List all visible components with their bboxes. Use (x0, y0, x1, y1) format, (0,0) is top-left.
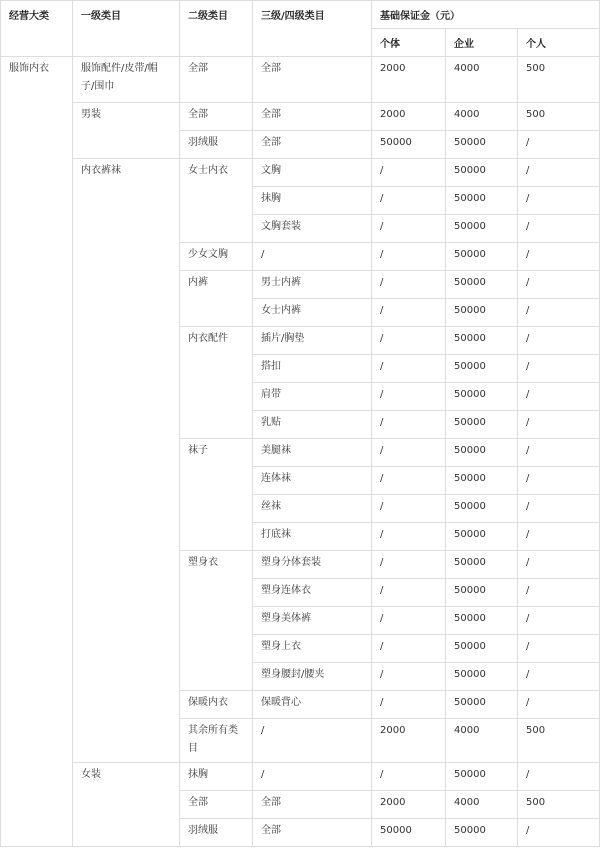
deposit-enterprise-cell: 4000 (446, 103, 518, 131)
level2-cell: 全部 (180, 791, 253, 819)
deposit-individual-business-cell: 2000 (372, 57, 446, 103)
level2-cell: 内裤 (180, 271, 253, 327)
level3-cell: 塑身连体衣 (253, 579, 372, 607)
level3-cell: 连体袜 (253, 467, 372, 495)
level3-cell: 文胸 (253, 159, 372, 187)
deposit-enterprise-cell: 50000 (446, 439, 518, 467)
deposit-enterprise-cell: 50000 (446, 663, 518, 691)
level2-cell: 羽绒服 (180, 819, 253, 847)
level3-cell: 塑身分体套装 (253, 551, 372, 579)
level3-cell: 丝袜 (253, 495, 372, 523)
level3-cell: 塑身上衣 (253, 635, 372, 663)
level3-cell: 保暖背心 (253, 691, 372, 719)
deposit-individual-business-cell: / (372, 691, 446, 719)
deposit-enterprise-cell: 50000 (446, 327, 518, 355)
level3-cell: 全部 (253, 819, 372, 847)
deposit-enterprise-cell: 50000 (446, 607, 518, 635)
header-base-deposit: 基础保证金（元） (372, 1, 600, 29)
level3-cell: / (253, 763, 372, 791)
deposit-enterprise-cell: 4000 (446, 791, 518, 819)
deposit-enterprise-cell: 50000 (446, 635, 518, 663)
deposit-individual-cell: / (518, 467, 600, 495)
deposit-individual-cell: / (518, 439, 600, 467)
deposit-enterprise-cell: 50000 (446, 467, 518, 495)
deposit-individual-business-cell: / (372, 215, 446, 243)
deposit-individual-business-cell: 2000 (372, 791, 446, 819)
deposit-individual-business-cell: / (372, 635, 446, 663)
deposit-individual-cell: 500 (518, 57, 600, 103)
deposit-individual-business-cell: / (372, 579, 446, 607)
level3-cell: 文胸套装 (253, 215, 372, 243)
deposit-individual-business-cell: / (372, 187, 446, 215)
level2-cell: 全部 (180, 57, 253, 103)
major-category-cell: 服饰内衣 (1, 57, 73, 847)
deposit-enterprise-cell: 50000 (446, 159, 518, 187)
deposit-individual-business-cell: / (372, 411, 446, 439)
deposit-individual-cell: / (518, 159, 600, 187)
deposit-individual-cell: / (518, 691, 600, 719)
level1-cell: 女装 (73, 763, 180, 847)
deposit-individual-business-cell: / (372, 523, 446, 551)
deposit-individual-cell: / (518, 495, 600, 523)
deposit-enterprise-cell: 50000 (446, 819, 518, 847)
deposit-individual-business-cell: / (372, 327, 446, 355)
deposit-individual-cell: / (518, 187, 600, 215)
deposit-individual-cell: / (518, 607, 600, 635)
deposit-enterprise-cell: 50000 (446, 691, 518, 719)
level3-cell: 肩带 (253, 383, 372, 411)
deposit-individual-cell: / (518, 299, 600, 327)
deposit-individual-business-cell: / (372, 383, 446, 411)
deposit-individual-cell: 500 (518, 791, 600, 819)
level1-cell: 内衣裤袜 (73, 159, 180, 763)
level2-cell: 少女文胸 (180, 243, 253, 271)
deposit-individual-cell: / (518, 215, 600, 243)
deposit-individual-business-cell: / (372, 299, 446, 327)
level3-cell: 搭扣 (253, 355, 372, 383)
deposit-individual-cell: / (518, 355, 600, 383)
header-level2-category: 二级类目 (180, 1, 253, 57)
deposit-enterprise-cell: 4000 (446, 57, 518, 103)
level2-cell: 抹胸 (180, 763, 253, 791)
deposit-enterprise-cell: 50000 (446, 187, 518, 215)
deposit-individual-business-cell: / (372, 243, 446, 271)
header-individual: 个人 (518, 29, 600, 57)
header-enterprise: 企业 (446, 29, 518, 57)
deposit-individual-cell: / (518, 271, 600, 299)
level3-cell: / (253, 243, 372, 271)
deposit-enterprise-cell: 50000 (446, 523, 518, 551)
deposit-individual-cell: / (518, 383, 600, 411)
deposit-individual-business-cell: / (372, 763, 446, 791)
deposit-individual-cell: / (518, 243, 600, 271)
deposit-individual-cell: / (518, 763, 600, 791)
deposit-individual-business-cell: / (372, 663, 446, 691)
level1-cell: 男装 (73, 103, 180, 159)
level3-cell: 全部 (253, 131, 372, 159)
deposit-individual-business-cell: / (372, 467, 446, 495)
deposit-enterprise-cell: 50000 (446, 411, 518, 439)
deposit-individual-business-cell: / (372, 495, 446, 523)
level3-cell: 塑身腰封/腰夹 (253, 663, 372, 691)
level3-cell: 全部 (253, 791, 372, 819)
deposit-individual-cell: / (518, 523, 600, 551)
level2-cell: 女士内衣 (180, 159, 253, 243)
header-individual-business: 个体 (372, 29, 446, 57)
deposit-individual-business-cell: / (372, 159, 446, 187)
level2-cell: 全部 (180, 103, 253, 131)
deposit-enterprise-cell: 50000 (446, 131, 518, 159)
deposit-enterprise-cell: 50000 (446, 551, 518, 579)
deposit-individual-business-cell: / (372, 551, 446, 579)
deposit-individual-cell: / (518, 663, 600, 691)
deposit-individual-business-cell: 2000 (372, 103, 446, 131)
deposit-individual-cell: / (518, 819, 600, 847)
level3-cell: 插片/胸垫 (253, 327, 372, 355)
deposit-individual-business-cell: / (372, 607, 446, 635)
level3-cell: / (253, 719, 372, 763)
deposit-individual-cell: / (518, 635, 600, 663)
level3-cell: 全部 (253, 103, 372, 131)
deposit-individual-cell: / (518, 551, 600, 579)
level2-cell: 其余所有类目 (180, 719, 253, 763)
level3-cell: 女士内裤 (253, 299, 372, 327)
deposit-enterprise-cell: 50000 (446, 215, 518, 243)
level3-cell: 乳贴 (253, 411, 372, 439)
deposit-individual-cell: 500 (518, 719, 600, 763)
deposit-individual-business-cell: / (372, 271, 446, 299)
deposit-individual-cell: / (518, 579, 600, 607)
level2-cell: 袜子 (180, 439, 253, 551)
deposit-individual-cell: / (518, 327, 600, 355)
level3-cell: 男士内裤 (253, 271, 372, 299)
deposit-enterprise-cell: 50000 (446, 763, 518, 791)
deposit-enterprise-cell: 4000 (446, 719, 518, 763)
deposit-enterprise-cell: 50000 (446, 355, 518, 383)
deposit-individual-business-cell: 50000 (372, 819, 446, 847)
header-level1-category: 一级类目 (73, 1, 180, 57)
level2-cell: 羽绒服 (180, 131, 253, 159)
deposit-enterprise-cell: 50000 (446, 299, 518, 327)
deposit-individual-cell: / (518, 131, 600, 159)
level2-cell: 塑身衣 (180, 551, 253, 691)
deposit-enterprise-cell: 50000 (446, 271, 518, 299)
deposit-individual-business-cell: 2000 (372, 719, 446, 763)
deposit-enterprise-cell: 50000 (446, 383, 518, 411)
level1-cell: 服饰配件/皮带/帽子/围巾 (73, 57, 180, 103)
level3-cell: 全部 (253, 57, 372, 103)
header-level3-4-category: 三级/四级类目 (253, 1, 372, 57)
deposit-individual-business-cell: / (372, 439, 446, 467)
deposit-enterprise-cell: 50000 (446, 243, 518, 271)
deposit-enterprise-cell: 50000 (446, 495, 518, 523)
deposit-individual-cell: / (518, 411, 600, 439)
level3-cell: 打底袜 (253, 523, 372, 551)
deposit-individual-cell: 500 (518, 103, 600, 131)
level2-cell: 保暖内衣 (180, 691, 253, 719)
level3-cell: 美腿袜 (253, 439, 372, 467)
deposit-enterprise-cell: 50000 (446, 579, 518, 607)
level2-cell: 内衣配件 (180, 327, 253, 439)
deposit-individual-business-cell: / (372, 355, 446, 383)
level3-cell: 塑身美体裤 (253, 607, 372, 635)
header-major-category: 经营大类 (1, 1, 73, 57)
deposit-individual-business-cell: 50000 (372, 131, 446, 159)
level3-cell: 抹胸 (253, 187, 372, 215)
